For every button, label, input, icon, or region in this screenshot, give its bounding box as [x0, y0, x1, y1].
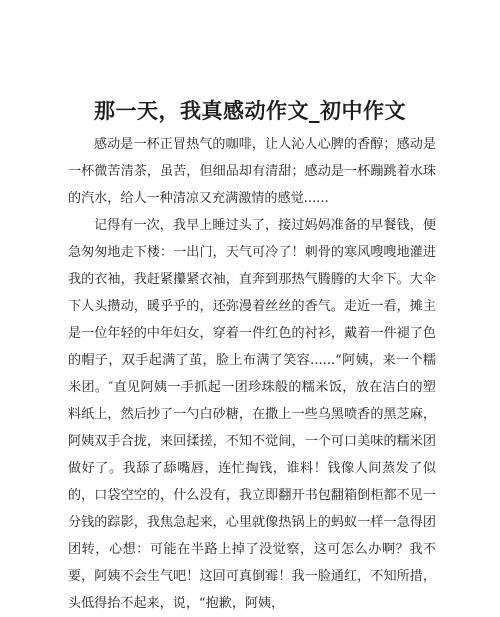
article-title: 那一天，我真感动作文_初中作文: [94, 98, 406, 123]
article-body: [68, 131, 436, 617]
article-paragraph-1: 感动是一杯正冒热气的咖啡，让人沁人心脾的香醇；感动是一杯微苦清茶，虽苦，但细品却有清甜；感动是一杯蹦跳着水珠的汽水，给人一种清凉又充满激情的感觉......: [68, 137, 436, 206]
article-paragraph-2: 记得有一次，我早上睡过头了，接过妈妈准备的早餐钱，便急匆匆地走下楼：一出门，天气可冷了！刺骨的寒风嗖嗖地灌进我的衣袖，我赶紧攥紧衣袖，直奔到那热气腾腾的大伞下。大伞下人头攒动，暖乎乎的，还弥漫着丝丝的香气。走近一看，摊主是一位年轻的中年妇女，穿着一件红色的衬衫，戴着一件褪了色的帽子，双手起满了茧，脸上布满了笑容......“阿姨，来一个糯米团。″直见阿姨一手抓起一团珍珠般的糯米饭，放在洁白的塑料纸上，然后抄了一勺白砂糖，在撒上一些乌黑喷香的黑芝麻，阿姨双手合拢，来回揉搓，不知不觉间，一个可口美味的糯米团做好了。我舔了舔嘴唇，连忙掏钱，谁料！钱像人间蒸发了似的，口袋空空的，什么没有，我立即翻开书包翻箱倒柜都不见一分钱的踪影，我焦急起来，心里就像热锅上的蚂蚁一样一急得团团转，心想：可能在半路上掉了没觉察，这可怎么办啊？我不要，阿姨不会生气吧！这回可真倒霉！我一脸通红，不知所措，头低得抬不起来，说，“抱歉，阿姨，: [68, 218, 436, 611]
